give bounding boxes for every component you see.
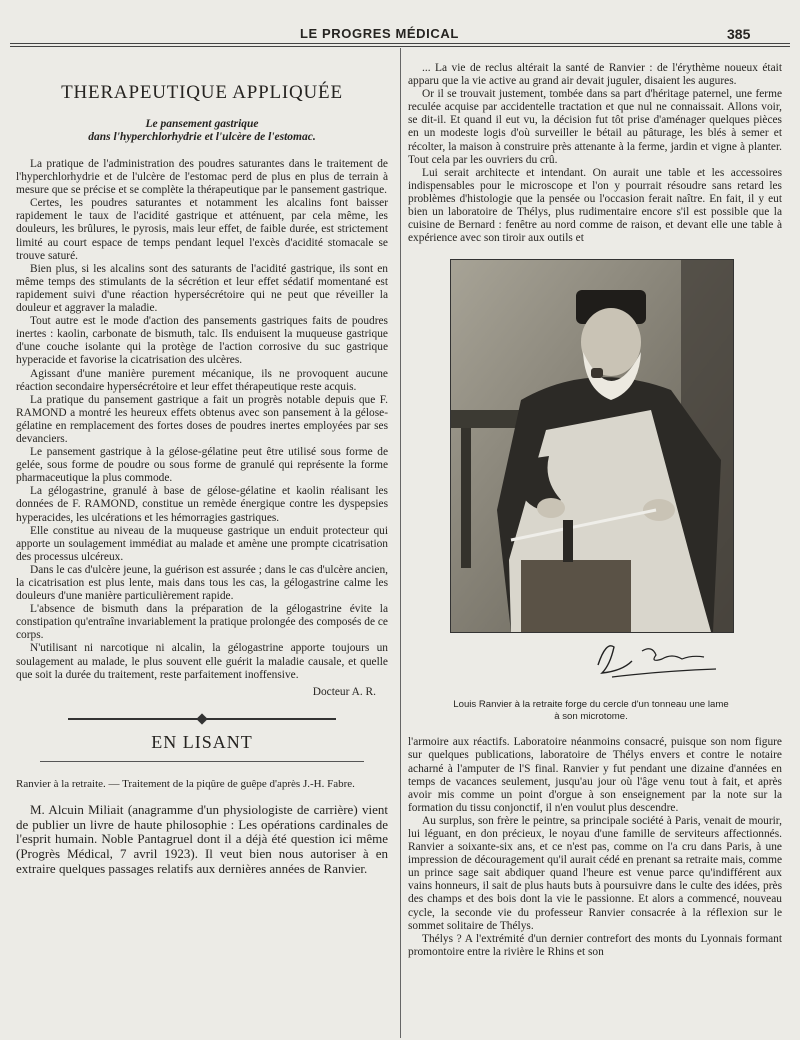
ornamental-rule [68, 718, 336, 720]
paragraph: Le pansement gastrique à la gélose-gélatine peut être utilisé sous forme de gelée, sous forme de poudre ou sous forme de granulé qui représente la forme pharmaceutique la plus commode. [16, 446, 388, 485]
header-rule [10, 43, 790, 47]
lisant-body [16, 803, 388, 877]
figure [450, 259, 732, 722]
ornament-diamond-icon [196, 713, 207, 724]
column-divider [400, 48, 401, 1038]
paragraph: l'armoire aux réactifs. Laboratoire néanmoins consacré, puisque son nom figure sur quelques publications, laboratoire de Thélys envers et contre le notaire acharné à l'amputer de l'S final. Ranvier y fut pendant une dizaine d'années en temps de vacances seulement, jusqu'au jour où l'âge venu tout à fait, et après avoir mis comme un point d'orgue à son enseignement par la note sur la formation du tissu conjonctif, il n'en voulut plus descendre. [408, 736, 782, 814]
paragraph: Certes, les poudres saturantes et notamment les alcalins font baisser rapidement le taux de l'acidité gastrique et atténuent, par cela même, les douleurs, les brûlures, le pyrosis, mais leur effet, de faible durée, est strictement limité au court espace de temps pendant lequel l'excès d'acidité stomacale se trouve saturé. [16, 197, 388, 262]
paragraph: Bien plus, si les alcalins sont des saturants de l'acidité gastrique, ils sont en même temps des stimulants de la sécrétion et leur effet sédatif momentané est rapidement suivi d'une réaction hypersécrétoire qui ne peut que réveiller la douleur et aggraver la maladie. [16, 262, 388, 315]
subtitle-line-2: dans l'hyperchlorhydrie et l'ulcère de l'estomac. [88, 131, 316, 143]
paragraph: Dans le cas d'ulcère jeune, la guérison est assurée ; dans le cas d'ulcère ancien, la cicatrisation est plus lente, mais dans tous les cas, la gélogastrine calme les douleurs d'une manière particulièrement rapide. [16, 563, 388, 603]
paragraph: La gélogastrine, granulé à base de gélose-gélatine et kaolin réalisant les données de F. RAMOND, constitue un remède énergique contre les dyspepsies hyperacides, les ulcérations et les hémorragies gastriques. [16, 485, 388, 524]
running-title: LE PROGRES MÉDICAL [300, 26, 459, 41]
section-title-lisant: EN LISANT [151, 731, 253, 752]
paragraph: ... La vie de reclus altérait la santé de Ranvier : de l'érythème noueux était apparu que la vie active au grand air devait juguler, disaient les augures. [408, 62, 782, 88]
article-subtitle [16, 118, 388, 144]
paragraph: Lui serait architecte et intendant. On aurait une table et les accessoires indispensables pour le microscope et l'on y pourrait résoudre sans retard les problèmes d'histologie que la pensée ou l'occasion ferait naître. En fait, il y eut bien un laboratoire de Thélys, plus rudimentaire encore s'il est possible que la cuisine de Bernard : fenêtre au nord comme de raison, et devant elle une table à expérience avec son tiroir aux outils et [408, 166, 782, 245]
page-number: 385 [727, 26, 751, 42]
figure-caption: Louis Ranvier à la retraite forge du cercle d'un tonneau une lame à son microtome. [453, 699, 729, 722]
signature-area [450, 633, 732, 683]
photo-illustration [451, 260, 733, 632]
ranvier-photograph [450, 259, 734, 633]
article-signature: Docteur A. R. [312, 685, 376, 698]
section-rule [40, 761, 364, 762]
paragraph: Agissant d'une manière purement mécanique, ils ne provoquent aucune réaction secondaire hypersécrétoire et leur effet thérapeutique reste acquis. [16, 367, 388, 393]
paragraph: Tout autre est le mode d'action des pansements gastriques faits de poudres inertes : kaolin, carbonate de bismuth, talc. Ils enduisent la muqueuse gastrique d'une couche isolante qui la protège de l'action corrosive du suc gastrique hyperacide et favorise la cicatrisation des ulcères. [16, 315, 388, 367]
subtitle-line-1: Le pansement gastrique [145, 118, 259, 130]
paragraph: La pratique de l'administration des poudres saturantes dans le traitement de l'hyperchlorhydrie et de l'ulcère de l'estomac perd de plus en plus de terrain à mesure que se précise et se complète la thérapeutique par le pansement gastrique. [16, 158, 388, 197]
left-column [16, 62, 388, 877]
paragraph: Thélys ? A l'extrémité d'un dernier contrefort des monts du Lyonnais formant promontoire entre la rivière le Rhins et son [408, 932, 782, 958]
paragraph: Elle constitue au niveau de la muqueuse gastrique un enduit protecteur qui apporte un soulagement immédiat au malade et amène une prompte cicatrisation des processus ulcéreux. [16, 524, 388, 563]
paragraph: Au surplus, son frère le peintre, sa principale société à Paris, venait de mourir, lui léguant, en don précieux, le noyau d'une famille de serviteurs affectionnés. Ranvier a soixante-six ans, et ce n'est pas, comme on l'a cru dans Paris, à une impression de découragement qu'il aurait cédé en prenant sa retraite mais, comme un prince sage sait abdiquer quand l'heure est venue parce qu'indifférent aux vains honneurs, il sait de plus hauts buts à poursuivre dans le culte des idées, près des champs et des bois dont la vie le passionne. Et alors a commencé, nouveau cycle, la seconde vie du professeur Ranvier consacrée à la réflexion sur le sommet solitaire de Thélys. [408, 814, 782, 932]
handwritten-signature [592, 635, 722, 681]
section-title-therapeutique: THERAPEUTIQUE APPLIQUÉE [61, 82, 343, 103]
lisant-heading: Ranvier à la retraite. — Traitement de la piqûre de guêpe d'après J.-H. Fabre. [16, 777, 355, 790]
right-column [408, 62, 782, 959]
paragraph: L'absence de bismuth dans la préparation de la gélogastrine évite la constipation qu'entraîne invariablement la pratique prolongée des composés de ce corps. [16, 603, 388, 642]
paragraph: Or il se trouvait justement, tombée dans sa part d'héritage paternel, une ferme reculée acquise par accidentelle tractation et que nul ne connaissait. Allons voir, se dit-il. Et quand il eut vu, la décision fut tôt prise d'aménager quelques pièces en un modeste logis d'où surveiller le bétail au pâturage, les blés à semer et récolter, la maison à construire près attenante à la ferme, jardin et vigne à planter. Tout cela par les ouvriers du crû. [408, 88, 782, 166]
paragraph: M. Alcuin Miliait (anagramme d'un physiologiste de carrière) vient de publier un livre de haute philosophie : Les opérations cardinales de l'esprit humain. Noble Pantagruel dont il a déjà été question ici même (Progrès Médical, 7 avril 1923). Il veut bien nous autoriser à en extraire quelques passages relatifs aux dernières années de Ranvier. [16, 801, 388, 876]
paragraph: N'utilisant ni narcotique ni alcalin, la gélogastrine apporte toujours un soulagement au malade, le plus souvent elle guérit la maladie causale, et quelle que soit la durée du traitement, reste parfaitement inoffensive. [16, 642, 388, 681]
paragraph: La pratique du pansement gastrique a fait un progrès notable depuis que F. RAMOND a montré les heureux effets obtenus avec son pansement à la gélose-gélatine en remplacement des fortes doses de poudres inertes employées par ses devanciers. [16, 393, 388, 445]
